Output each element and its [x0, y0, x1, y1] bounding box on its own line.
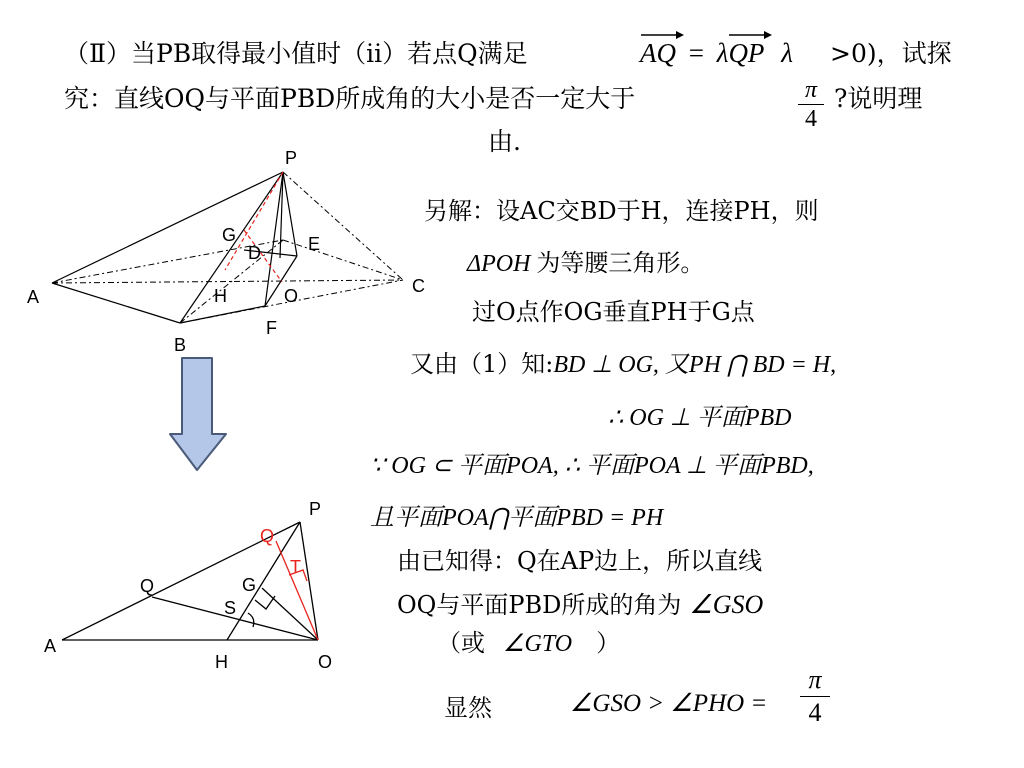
edge-pb: [180, 172, 283, 323]
solution-line-11: [444, 688, 492, 723]
solution-line-7: [370, 497, 663, 532]
triangle-poh: ΔPOH: [467, 251, 531, 277]
pi-over-4-final: [800, 666, 830, 727]
problem-line-2-suffix: ?说明理: [834, 84, 923, 113]
label-a: A: [27, 287, 40, 307]
label-t: T: [290, 557, 301, 577]
label-o2: O: [318, 652, 333, 672]
or-open: （或: [437, 629, 485, 657]
down-arrow-icon: [168, 356, 228, 474]
vector-equation: [640, 38, 793, 69]
solution-line-10: [437, 623, 620, 658]
angle-arc-s: [248, 613, 254, 627]
triangle-figure: [40, 495, 350, 685]
label-g2: G: [242, 575, 257, 595]
label-b: B: [174, 335, 187, 355]
label-p: P: [285, 148, 298, 168]
vector-aq: AQ: [640, 38, 676, 68]
final-frac-bar: [800, 696, 830, 697]
final-inequality-math: ∠GSO > ∠PHO =: [570, 690, 768, 717]
pyramid-figure: [20, 140, 440, 370]
solution-line-6-math: ∵ OG ⊂ 平面POA, ∴ 平面POA ⊥ 平面PBD,: [370, 453, 814, 479]
label-g: G: [222, 225, 237, 245]
vector-arrow-icon: [640, 30, 684, 40]
label-e: E: [308, 234, 321, 254]
solution-line-4: [410, 344, 836, 379]
solution-line-1: [424, 191, 819, 226]
edge-ab: [52, 283, 180, 323]
solution-line-2: [467, 243, 704, 278]
edge-pc: [283, 172, 403, 280]
problem-line-3: [488, 122, 521, 162]
problem-line-2: [64, 79, 635, 119]
angle-gto: ∠GTO: [503, 631, 573, 657]
frac-numerator: π: [804, 77, 818, 103]
problem-line-2-end: [834, 79, 922, 119]
solution-line-9: [397, 585, 763, 620]
isosceles-text: 为等腰三角形。: [536, 249, 705, 277]
solution-line-3: [472, 292, 755, 327]
final-inequality: [570, 688, 767, 718]
label-p2: P: [309, 499, 322, 519]
label-c: C: [412, 276, 425, 296]
solution-line-1-text: 另解：设AC交BD于H，连接PH，则: [424, 197, 819, 225]
label-a2: A: [44, 636, 57, 656]
or-close: ）: [596, 629, 621, 657]
solution-line-5: [608, 397, 792, 432]
solution-line-4-prefix: 又由（1）知:: [410, 350, 554, 378]
solution-line-3-text: 过O点作OG垂直PH于G点: [472, 298, 755, 326]
solution-line-8-text: 由已知得：Q在AP边上，所以直线: [397, 547, 763, 575]
diagonal-ac: [52, 280, 403, 283]
lambda-symbol: λ: [716, 38, 729, 68]
label-s: S: [224, 598, 237, 618]
solution-line-4-math: BD ⊥ OG, 又PH ⋂ BD = H,: [553, 352, 837, 378]
label-q-red: Q: [260, 526, 275, 546]
angle-gso: ∠GSO: [689, 590, 764, 619]
problem-line-1: [64, 34, 528, 74]
lambda-condition: λ: [781, 38, 793, 68]
obviously-text: 显然: [444, 694, 492, 722]
label-d: D: [248, 243, 261, 263]
segment-po: [300, 522, 318, 640]
solution-line-6: [370, 445, 814, 480]
base-line-dc: [283, 240, 403, 280]
vector-arrow-icon: [728, 30, 772, 40]
problem-condition-text: >0)，试探: [830, 39, 952, 68]
problem-line-2-text: 究：直线OQ与平面PBD所成角的大小是否一定大于: [64, 84, 636, 113]
solution-line-7-math: 且平面POA⋂平面PBD = PH: [370, 505, 664, 531]
label-h2: H: [215, 652, 228, 672]
label-o: O: [284, 286, 299, 306]
problem-line-1-end: [830, 34, 952, 74]
edge-pa: [52, 172, 283, 283]
edge-pe: [283, 172, 297, 256]
problem-line-3-text: 由.: [488, 127, 521, 156]
final-frac-numerator: π: [808, 665, 822, 694]
frac-denominator: 4: [805, 106, 817, 132]
solution-line-9-text: OQ与平面PBD所成的角为: [397, 591, 682, 619]
solution-line-5-math: ∴ OG ⊥ 平面PBD: [608, 405, 792, 431]
red-segment-qo: [276, 541, 318, 640]
frac-bar: [798, 104, 824, 105]
vector-qp: QP: [728, 38, 765, 68]
label-h: H: [214, 286, 227, 306]
label-f: F: [266, 318, 277, 338]
pi-over-4-header: [798, 78, 824, 131]
final-frac-denominator: 4: [808, 698, 822, 727]
label-q: Q: [140, 576, 155, 596]
solution-line-8: [397, 541, 762, 576]
problem-line-1-text: （Ⅱ）当PB取得最小值时（ⅱ）若点Q满足: [64, 39, 528, 68]
equals-sign: =: [688, 38, 704, 68]
